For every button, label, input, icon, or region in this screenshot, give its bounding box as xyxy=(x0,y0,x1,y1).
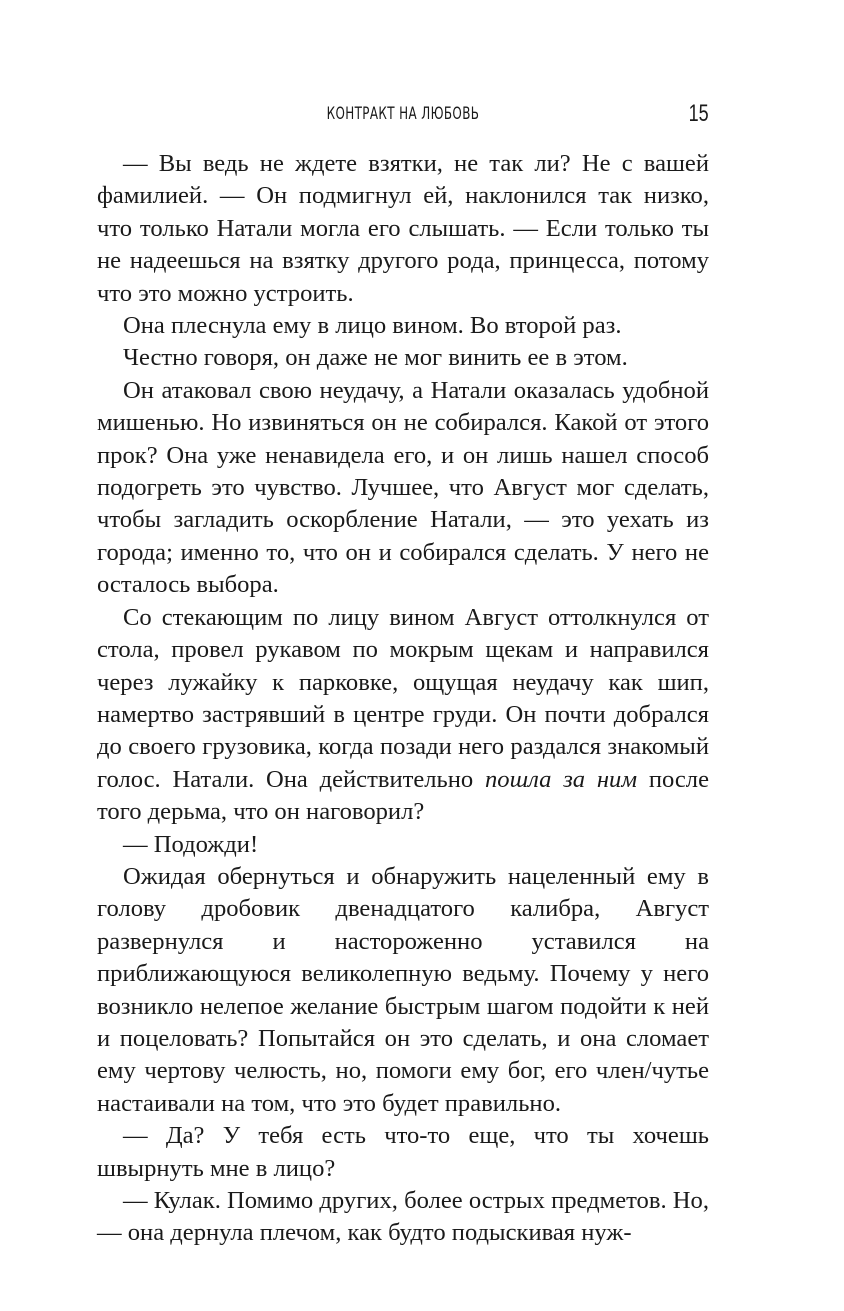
paragraph-text: Со стекающим по лицу вином Август оттолкнулся от стола, провел рукавом по мокрым щекам и направился через лужайку к парковке, ощущая неудачу как шип, намертво застрявший в центре груди. Он почти добрался до своего грузовика, когда позади него раздался знакомый голос. Натали. Она действительно xyxy=(97,603,709,793)
paragraph: Честно говоря, он даже не мог винить ее в этом. xyxy=(123,344,628,372)
paragraph: Она плеснула ему в лицо вином. Во второй раз. xyxy=(123,312,622,340)
body-text xyxy=(97,148,709,1250)
paragraph: Ожидая обернуться и обнаружить нацеленный ему в голову дробовик двенадцатого калибра, Август развернулся и настороженно уставился на приближающуюся великолепную ведьму. Почему у него возникло нелепое желание быстрым шагом подойти к ней и поцеловать? Попытайся он это сделать, и она сломает ему чертову челюсть, но, помоги ему бог, его член/чутье настаивали на том, что это будет правильно. xyxy=(97,862,709,1117)
paragraph: — Да? У тебя есть что-то еще, что ты хочешь швырнуть мне в лицо? xyxy=(97,1122,709,1182)
paragraph xyxy=(97,602,709,829)
paragraph: — Подожди! xyxy=(123,830,259,858)
running-title: КОНТРАКТ НА ЛЮБОВЬ xyxy=(326,104,480,124)
paragraph: — Кулак. Помимо других, более острых предметов. Но, — она дернула плечом, как будто подыскивая нуж- xyxy=(97,1187,709,1247)
italic-emphasis: пошла за ним xyxy=(484,765,638,793)
page-number: 15 xyxy=(688,100,709,127)
running-head xyxy=(97,100,709,130)
paragraph: — Вы ведь не ждете взятки, не так ли? Не с вашей фамилией. — Он подмигнул ей, наклонился так низко, что только Натали могла его слышать. — Если только ты не надеешься на взятку другого рода, принцесса, потому что это можно устроить. xyxy=(97,150,709,307)
paragraph: Он атаковал свою неудачу, а Натали оказалась удобной мишенью. Но извиняться он не собирался. Какой от этого прок? Она уже ненавидела его, и он лишь нашел способ подогреть это чувство. Лучшее, что Август мог сделать, чтобы загладить оскорбление Натали, — это уехать из города; именно то, что он и собирался сделать. У него не осталось выбора. xyxy=(97,376,709,599)
paragraph-text: после того дерьма, что он наговорил? xyxy=(97,765,709,826)
